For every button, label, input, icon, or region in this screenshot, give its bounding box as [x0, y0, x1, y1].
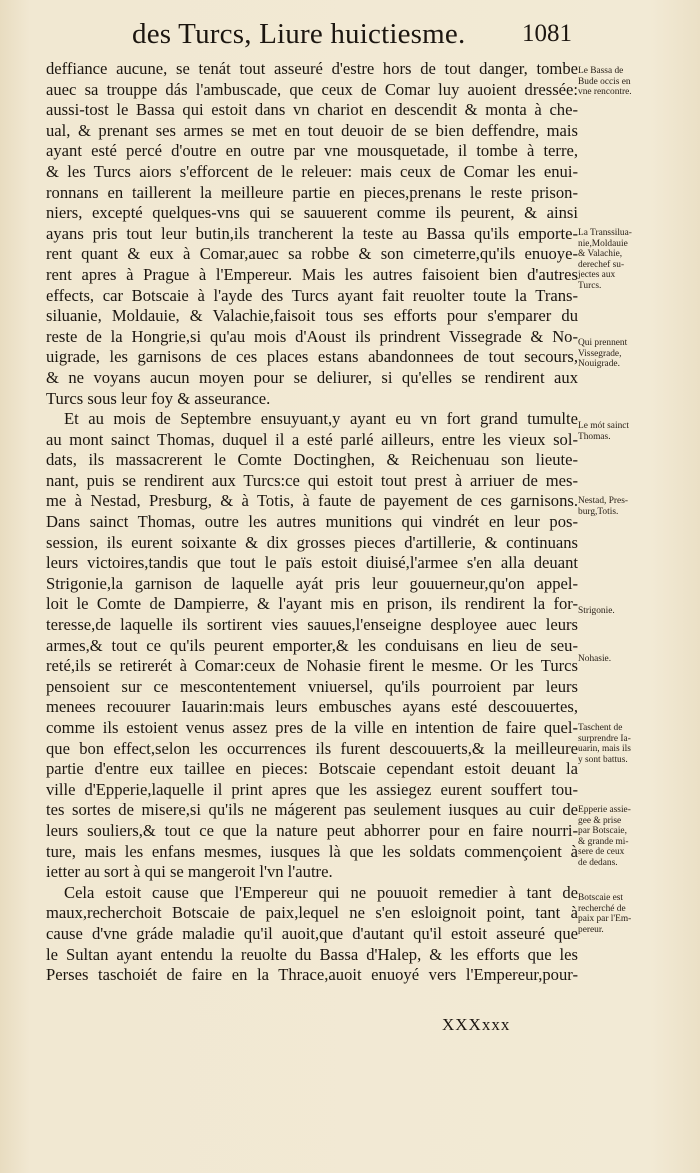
text-line: cause d'vne gráde maladie qu'il auoit,que d'autant qu'il estoit asseuré que [46, 923, 578, 943]
text-line: reté,ils se retirerét à Comar:ceux de Nohasie firent le mesme. Or les Turcs [46, 656, 578, 676]
running-title: des Turcs, Liure huictiesme. [132, 18, 466, 50]
text-line: aussi-tost le Bassa qui estoit dans vn chariot en descendit & monta à che- [46, 100, 578, 120]
text-line: me à Nestad, Presburg, & à Totis, à faute de payement de ces garnisons. [46, 491, 578, 511]
page-header [132, 18, 572, 52]
text-line: leurs souliers,& tout ce que la nature peut abhorrer pour en faire nourri- [46, 820, 578, 840]
text-line: Turcs sous leur foy & asseurance. [46, 388, 271, 408]
text-line: rent apres à Prague à l'Empereur. Mais les autres faisoient bien d'autres [46, 264, 578, 284]
text-line: armes,& tout ce qu'ils peurent emporter,& les conduisans en lieu de seu- [46, 635, 578, 655]
text-line: ietter au sort à qui se mangeroit l'vn l'autre. [46, 862, 333, 882]
text-line: Perses taschoiét de faire en la Thrace,auoit enuoyé vers l'Empereur,pour- [46, 965, 578, 985]
page-number: 1081 [522, 20, 572, 47]
text-line: ville d'Epperie,laquelle il print apres que les assiegez eurent souffert tou- [46, 779, 578, 799]
margin-note-epperie: Epperie assie- gee & prise par Botscaie, & grande mi- sere de ceux de dedans. [578, 805, 631, 868]
text-line: dats, ils massacrerent le Comte Doctinghen, & Reichenuau son lieute- [46, 450, 578, 470]
catchword-signature: XXXxxx [442, 1015, 511, 1034]
text-line: auec sa trouppe dás l'ambuscade, que ceux de Comar luy auoient dressée: [46, 79, 578, 99]
paragraph-start-line: Cela estoit cause que l'Empereur qui ne pouuoit remedier à tant de [64, 882, 578, 902]
text-line: tes sortes de misere,si qu'ils ne mágerent pas seulement iusques au cuir de [46, 800, 578, 820]
text-line: rent quant & eux à Comar,auec sa robbe & son cimeterre,qu'ils enuoye- [46, 244, 578, 264]
margin-note-botscaie-paix: Botscaie est recherché de paix par l'Em- pereur. [578, 893, 632, 935]
text-line: partie d'entre eux taillee en pieces: Botscaie cependant estoit deuant la [46, 759, 578, 779]
margin-note-bassa-de-bude: Le Bassa de Bude occis en vne rencontre. [578, 66, 632, 98]
margin-note-strigonie: Strigonie. [578, 606, 615, 616]
text-line: ayans pris tout leur butin,ils trancherent la teste au Bassa qu'ils emporte- [46, 223, 578, 243]
text-line: teresse,de laquelle ils sortirent vies sauues,l'enseigne desployee auec leurs [46, 615, 578, 635]
paragraph-start-line: Et au mois de Septembre ensuyuant,y ayant eu vn fort grand tumulte [64, 409, 578, 429]
text-line: ayant esté percé d'outre en outre par vne mousquetade, il tombe à terre, [46, 141, 578, 161]
text-line: ual, & prenant ses armes se met en tout deuoir de se bien deffendre, mais [46, 120, 578, 140]
text-line: leurs victoires,tandis que tout le païs estoit diuisé,l'armee s'en alla deuant [46, 553, 578, 573]
margin-notes [578, 0, 696, 1173]
text-line: & ne voyans aucun moyen pour se deliurer, si qu'elles se rendirent aux [46, 367, 578, 387]
margin-note-nohasie: Nohasie. [578, 654, 612, 664]
text-line: session, ils eurent soixante & dix grosses pieces d'artillerie, & continuans [46, 532, 578, 552]
text-line: loit le Comte de Dampierre, & l'ayant mis en prison, ils rendirent la for- [46, 594, 578, 614]
margin-note-iauarin: Taschent de surprendre Ia- uarin, mais ils y sont battus. [578, 723, 631, 765]
text-line: ture, mais les enfans mesmes, iusques là que les soldats commençoient à [46, 841, 578, 861]
margin-note-nestad: Nestad, Pres- burg,Totis. [578, 496, 628, 517]
margin-note-transsiluanie: La Transsilua- nie,Moldauie & Valachie, derechef su- jectes aux Turcs. [578, 228, 632, 291]
text-line: siluanie, Moldauie, & Valachie,faisoit tous ses efforts pour s'emparer du [46, 306, 578, 326]
text-line: niers, excepté quelques-vns qui se sauuerent comme ils peurent, & ainsi [46, 203, 578, 223]
text-line: maux,recherchoit Botscaie de paix,lequel ne s'en esloignoit point, tant à [46, 903, 578, 923]
text-line: menees recouurer Iauarin:mais leurs embusches ayans esté descouuertes, [46, 697, 578, 717]
text-line: que bon effect,selon les occurrences ils furent descouuerts,& la meilleure [46, 738, 578, 758]
text-line: effects, car Botscaie à l'ayde des Turcs ayant fait reuolter toute la Trans- [46, 285, 578, 305]
text-line: Strigonie,la garnison de laquelle ayát pris leur gouuerneur,qu'on appel- [46, 573, 578, 593]
text-line: ronnans en taillerent la meilleure partie en pieces,prenans le reste prison- [46, 182, 578, 202]
text-line: Dans sainct Thomas, outre les autres munitions qui vindrét en leur pos- [46, 512, 578, 532]
text-line: & les Turcs aiors s'efforcent de le releuer: mais ceux de Comar les enui- [46, 161, 578, 181]
text-line: deffiance aucune, se tenát tout asseuré d'estre hors de tout danger, tombe [46, 59, 578, 78]
main-text-column [46, 59, 578, 986]
text-line: comme ils estoient venus assez pres de la ville en intention de faire quel- [46, 718, 578, 737]
text-line: reste de la Hongrie,si qu'au mois d'Aoust ils prindrent Vissegrade & No- [46, 326, 578, 346]
margin-note-vissegrade: Qui prennent Vissegrade, Nouigrade. [578, 338, 628, 370]
text-line: le Sultan ayant entendu la reuolte du Bassa d'Halep, & les efforts que les [46, 944, 578, 964]
margin-note-mont-sainct-thomas: Le mót sainct Thomas. [578, 421, 630, 442]
text-line: uigrade, les garnisons de ces places estans abandonnees de tout secours, [46, 347, 578, 367]
text-line: pensoient sur ce mescontentement vniuersel, qu'ils pourroient par leurs [46, 676, 578, 696]
text-line: au mont sainct Thomas, duquel il a esté parlé ailleurs, entre les vieux sol- [46, 429, 578, 449]
text-line: nant, puis se rendirent aux Turcs:ce qui estoit tout prest à arriuer de mes- [46, 470, 578, 490]
